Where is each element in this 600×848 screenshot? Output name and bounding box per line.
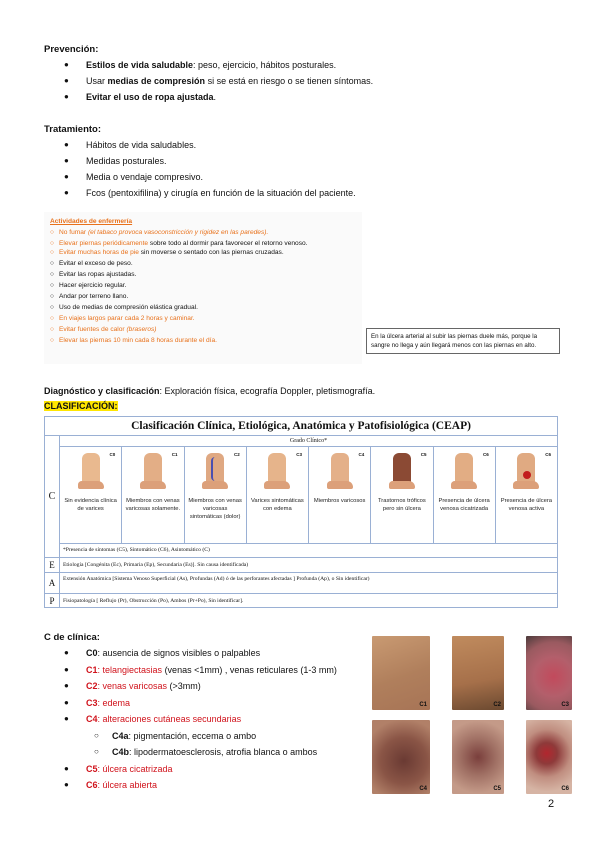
list-item: ● C1: telangiectasias (venas <1mm) , venas reticulares (1-3 mm) bbox=[64, 664, 337, 675]
clinical-photos bbox=[372, 636, 572, 796]
ceap-row-letter: E bbox=[45, 558, 60, 572]
list-item: ● C3: edema bbox=[64, 697, 131, 708]
c-clinica-list bbox=[64, 645, 374, 794]
list-item: ● Fcos (pentoxifilina) y cirugía en función de la situación del paciente. bbox=[64, 188, 356, 198]
ceap-column bbox=[371, 447, 433, 543]
ceap-column bbox=[122, 447, 184, 543]
ceap-column bbox=[247, 447, 309, 543]
list-item: ● C4: alteraciones cutáneas secundarias bbox=[64, 714, 242, 724]
clinical-photo bbox=[526, 720, 572, 794]
actividades-box bbox=[44, 212, 362, 364]
list-item: ● C5: úlcera cicatrizada bbox=[64, 763, 173, 774]
clinical-photo bbox=[452, 720, 504, 794]
clinical-photo bbox=[372, 636, 430, 710]
list-item: ● C6: úlcera abierta bbox=[64, 780, 158, 790]
diagnostico-line: Diagnóstico y clasificación: Exploración física, ecografía Doppler, pletismografía. bbox=[44, 386, 376, 396]
list-item: ○ Evitar muchas horas de pie sin moverse o sentado con las piernas cruzadas. bbox=[50, 249, 284, 256]
ceap-column-text: Presencia de úlcera venosa cicatrizada bbox=[438, 498, 490, 512]
ceap-code: C6 bbox=[482, 452, 489, 457]
ceap-row-text: Extensión Anatómica [Sistema Venoso Superficial (As), Profundas (Ad) ó de las perforantes afectadas ] Profunda (Ap), o Sin identificar) bbox=[63, 576, 370, 582]
list-item: ● Estilos de vida saludable: peso, ejercicio, hábitos posturales. bbox=[64, 60, 337, 70]
leg-illustration bbox=[311, 449, 368, 493]
ceap-code: C2 bbox=[233, 452, 240, 457]
ceap-code: C3 bbox=[296, 452, 302, 457]
ceap-column-text: Miembros varicosos bbox=[313, 498, 366, 504]
photo-label: C1 bbox=[419, 702, 427, 708]
page-number: 2 bbox=[548, 798, 555, 810]
list-item: ○ Elevar las piernas 10 min cada 8 horas durante el día. bbox=[50, 337, 217, 344]
list-item: ● Media o vendaje compresivo. bbox=[64, 172, 204, 182]
list-item: ● Usar medias de compresión si se está en riesgo o se tienen síntomas. bbox=[64, 76, 374, 86]
list-item: ● Medidas posturales. bbox=[64, 156, 167, 166]
ceap-row bbox=[45, 557, 557, 572]
ceap-row-text: Etiología [Congénita (Ec), Primaria (Ep), Secundaria (Es)]. Sin causa identificada) bbox=[63, 562, 249, 568]
ceap-row-letter: P bbox=[45, 594, 60, 608]
ceap-column bbox=[434, 447, 496, 543]
clinical-photo bbox=[526, 636, 572, 710]
ceap-rows bbox=[45, 557, 557, 607]
ceap-column bbox=[60, 447, 122, 543]
photo-label: C4 bbox=[419, 786, 427, 792]
photo-label: C5 bbox=[493, 786, 501, 792]
list-item: ○ Evitar el exceso de peso. bbox=[50, 260, 133, 267]
ceap-footnote: *Presencia de síntomas (C5), Sintomático (C6), Asintomático (C) bbox=[60, 543, 557, 557]
ceap-row bbox=[45, 593, 557, 608]
ceap-subheader: Grado Clínico* bbox=[60, 436, 557, 447]
ceap-row-letter: A bbox=[45, 573, 60, 593]
ceap-code: C0 bbox=[109, 452, 116, 457]
ceap-code: C4 bbox=[358, 452, 365, 457]
tratamiento-list bbox=[64, 137, 356, 201]
leg-illustration bbox=[187, 449, 244, 493]
ceap-column bbox=[185, 447, 247, 543]
ceap-column-text: Sin evidencia clínica de varices bbox=[64, 498, 117, 512]
ceap-columns bbox=[60, 447, 557, 543]
list-item: ○ Evitar las ropas ajustadas. bbox=[50, 271, 137, 278]
list-item: ● C0: ausencia de signos visibles o palpables bbox=[64, 648, 261, 658]
list-item: ○ Evitar fuentes de calor (braseros) bbox=[50, 326, 157, 333]
prevencion-heading: Prevención: bbox=[44, 44, 99, 55]
ceap-code: C1 bbox=[171, 452, 178, 457]
photo-label: C3 bbox=[561, 702, 569, 708]
clasificacion-label: CLASIFICACIÓN: bbox=[44, 401, 118, 411]
leg-illustration bbox=[373, 449, 430, 493]
list-item: ● Evitar el uso de ropa ajustada. bbox=[64, 92, 217, 102]
list-item: ● C2: venas varicosas (>3mm) bbox=[64, 681, 201, 691]
actividades-title: Actividades de enfermería bbox=[50, 218, 133, 225]
ceap-column-text: Miembros con venas varicosas solamente. bbox=[125, 498, 181, 512]
list-item: ○ Andar por terreno llano. bbox=[50, 293, 129, 300]
ceap-table bbox=[44, 416, 558, 608]
ceap-code: C6 bbox=[545, 452, 551, 457]
list-item: ○ Elevar piernas periódicamente sobre todo al dormir para favorecer el retorno venoso. bbox=[50, 240, 308, 247]
ceap-row bbox=[45, 572, 557, 593]
list-item: ○ C4a: pigmentación, eccema o ambo bbox=[94, 730, 257, 741]
ceap-code: C5 bbox=[420, 452, 427, 457]
ceap-column-text: Presencia de úlcera venosa activa bbox=[500, 498, 552, 512]
ceap-column-text: Varices sintomáticas con edema bbox=[251, 498, 304, 512]
c-clinica-heading: C de clínica: bbox=[44, 632, 100, 643]
leg-illustration bbox=[124, 449, 181, 493]
ceap-column-text: Miembros con venas varicosas sintomáticas (dolor) bbox=[188, 498, 242, 520]
leg-illustration bbox=[62, 449, 119, 493]
leg-illustration bbox=[498, 449, 555, 493]
list-item: ○ Uso de medias de compresión elástica gradual. bbox=[50, 304, 198, 311]
ceap-title: Clasificación Clínica, Etiológica, Anatómica y Patofisiológica (CEAP) bbox=[45, 417, 557, 436]
photo-label: C6 bbox=[561, 786, 569, 792]
leg-illustration bbox=[249, 449, 306, 493]
clinical-photo bbox=[452, 636, 504, 710]
arterial-ulcer-note: En la úlcera arterial al subir las piernas duele más, porque la sangre no llega y aún llegará menos con las piernas en alto. bbox=[366, 328, 560, 354]
leg-illustration bbox=[436, 449, 493, 493]
ceap-column-text: Trastornos tróficos pero sin úlcera bbox=[377, 498, 426, 512]
row-letter-c: C bbox=[45, 436, 60, 557]
list-item: ● Hábitos de vida saludables. bbox=[64, 140, 197, 150]
prevencion-list bbox=[64, 57, 373, 105]
photo-label: C2 bbox=[493, 702, 501, 708]
list-item: ○ C4b: lipodermatoesclerosis, atrofia blanca o ambos bbox=[94, 747, 318, 757]
list-item: ○ En viajes largos parar cada 2 horas y caminar. bbox=[50, 315, 195, 322]
ceap-row-text: Fisiopatología [ Reflujo (Pr), Obstrucción (Po), Ambos (Pr+Po), Sin identificar]. bbox=[63, 598, 244, 604]
ceap-column bbox=[309, 447, 371, 543]
tratamiento-heading: Tratamiento: bbox=[44, 124, 102, 135]
clinical-photo bbox=[372, 720, 430, 794]
list-item: ○ Hacer ejercicio regular. bbox=[50, 282, 127, 289]
list-item: ○ No fumar (el tabaco provoca vasoconstricción y rigidez en las paredes). bbox=[50, 229, 269, 236]
ceap-column bbox=[496, 447, 557, 543]
